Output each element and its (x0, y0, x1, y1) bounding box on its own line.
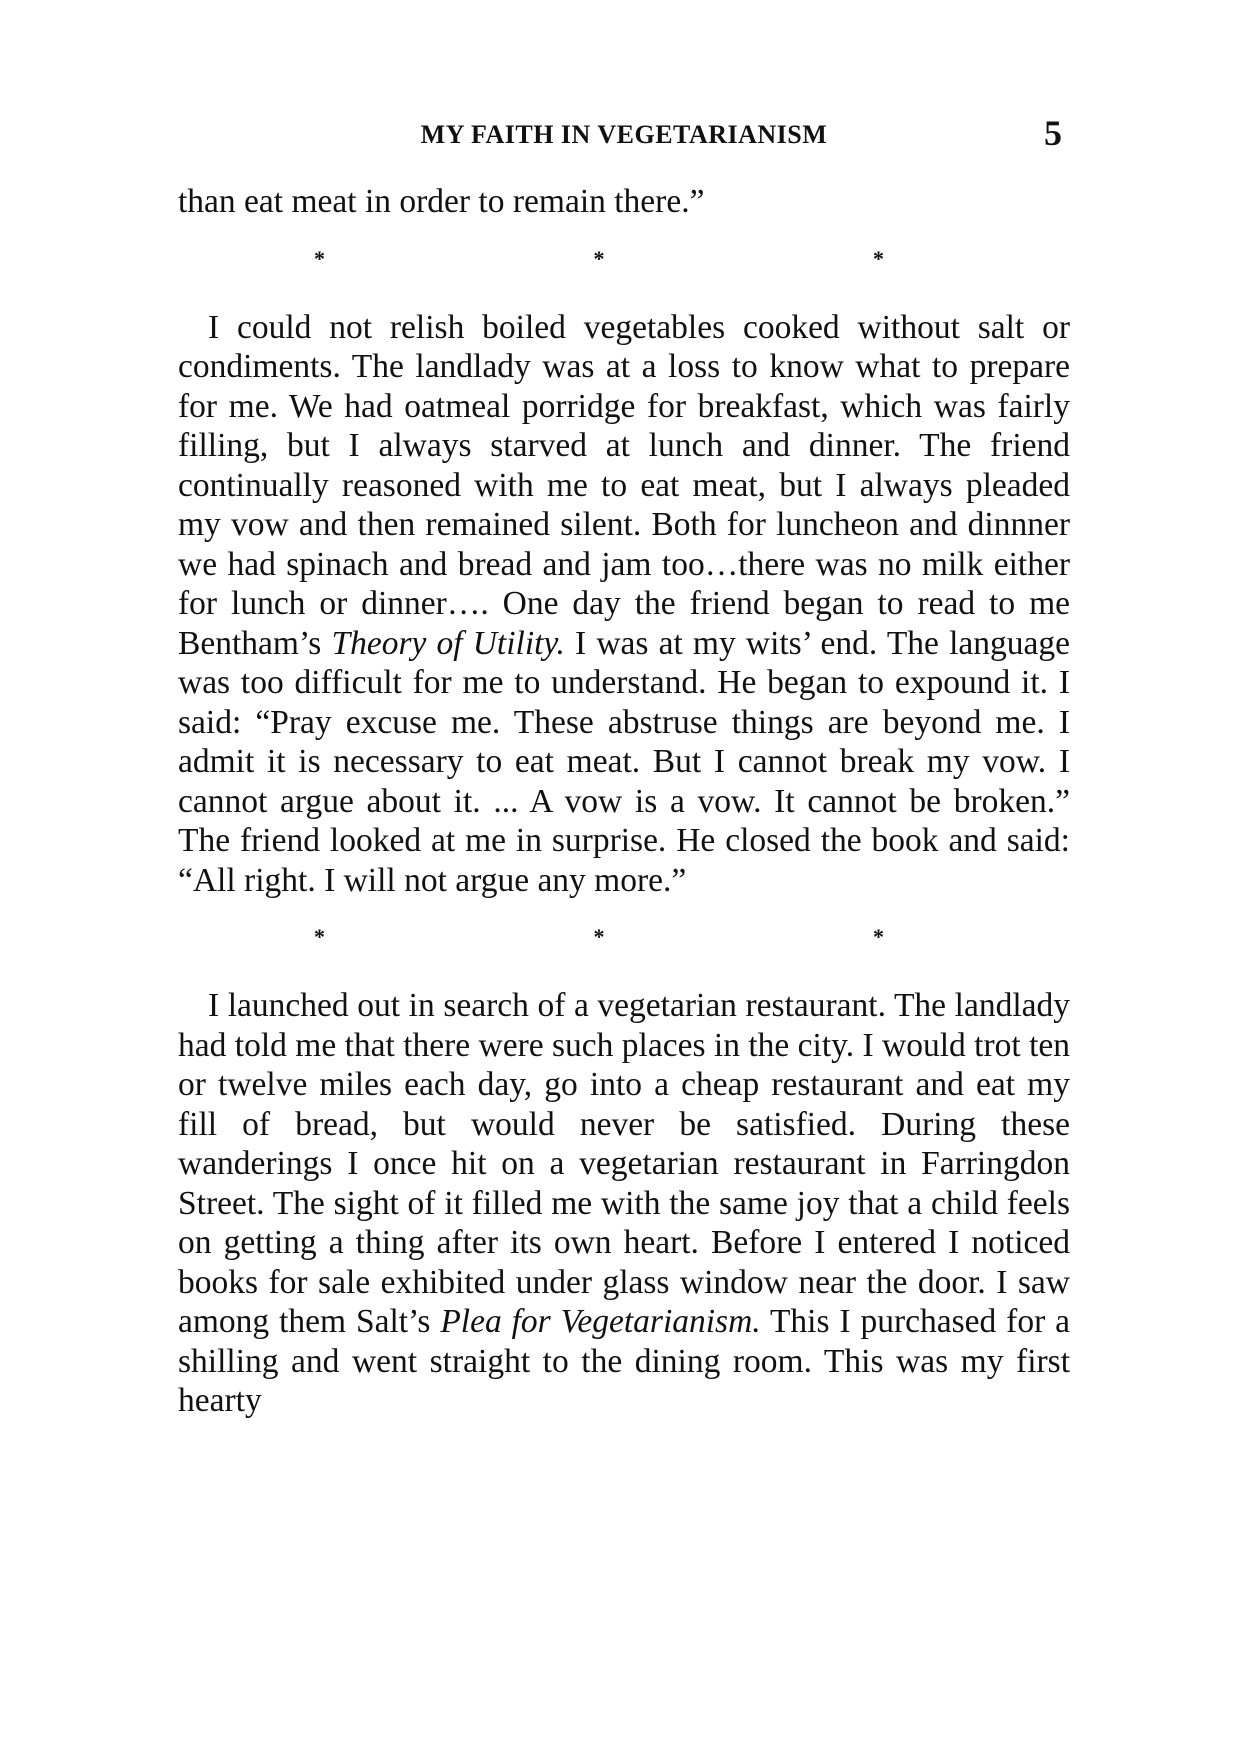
paragraph-text: I was at my wits’ end. The language was too difficult for me to understand. He began to expound it. I said: “Pray excuse me. These abstruse things are beyond me. I admit it is necessary to eat meat. But I cannot break my vow. I cannot argue about it. ... A vow is a vow. It cannot be broken.” The friend looked at me in surprise. He closed the book and said: “All right. I will not argue any more.” (178, 624, 1070, 899)
separator-asterisk: * (593, 245, 605, 271)
paragraph-vegetarian-restaurant (178, 986, 1070, 1421)
section-separator (314, 244, 884, 274)
paragraph-continued: than eat meat in order to remain there.” (178, 183, 705, 220)
separator-asterisk: * (873, 245, 884, 271)
separator-asterisk: * (314, 245, 325, 271)
separator-asterisk: * (314, 924, 325, 949)
separator-asterisk: * (873, 924, 884, 949)
paragraph-text: I could not relish boiled vegetables cooked without salt or condiments. The landlady was at a loss to know what to prepare for me. We had oatmeal porridge for breakfast, which was fairly filling, but I always starved at lunch and dinner. The friend continually reasoned with me to eat meat, but I always pleaded my vow and then remained silent. Both for luncheon and dinnner we had spinach and bread and jam too…there was no milk either for lunch or dinner…. One day the friend began to read to me Bentham’s (178, 308, 1070, 662)
section-separator (314, 922, 884, 952)
running-head (178, 112, 1070, 156)
page-number: 5 (1044, 113, 1062, 153)
book-title-italic: Plea for Vegetarianism. (440, 1303, 761, 1340)
running-title: MY FAITH IN VEGETARIANISM (420, 120, 828, 149)
paragraph-text: This I purchased for a shilling and went straight to the dining room. This was my first hearty (178, 1303, 1071, 1419)
separator-asterisk: * (593, 924, 605, 949)
paragraph-text: I launched out in search of a vegetarian restaurant. The landlady had told me that there were such places in the city. I would trot ten or twelve miles each day, go into a cheap restaurant and eat my fill of bread, but would never be satisfied. During these wanderings I once hit on a vegetarian restaurant in Farringdon Street. The sight of it filled me with the same joy that a child feels on getting a thing after its own heart. Before I entered I noticed books for sale exhibited under glass window near the door. I saw among them Salt’s (178, 987, 1070, 1340)
book-title-italic: Theory of Utility. (331, 624, 565, 662)
book-page (178, 112, 1070, 1421)
paragraph-boiled-vegetables (178, 308, 1070, 901)
